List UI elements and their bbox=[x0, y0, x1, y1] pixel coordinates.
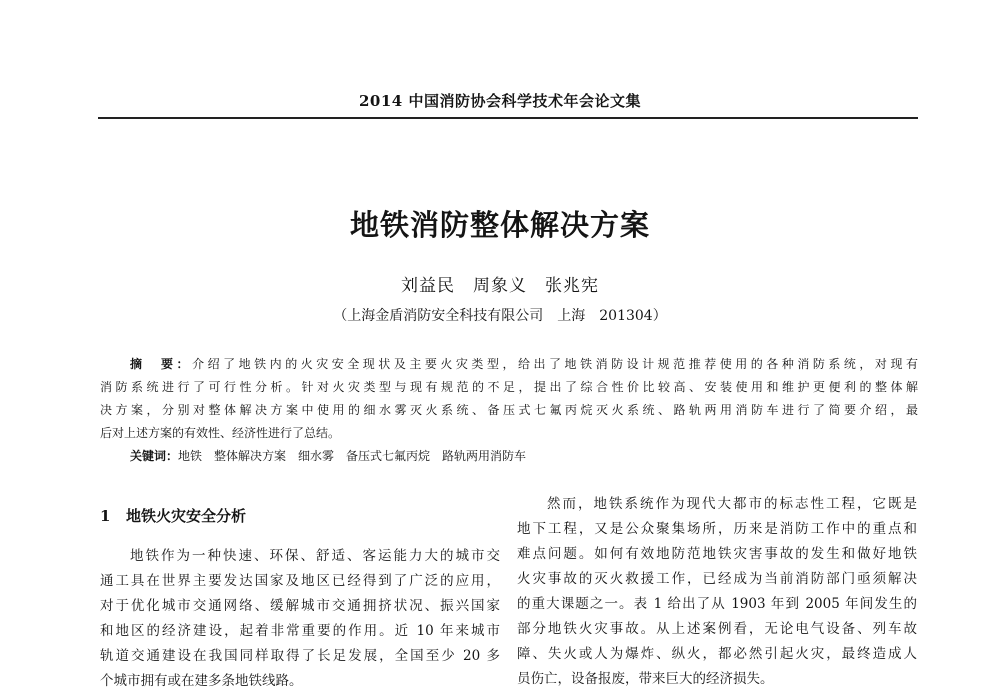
abstract-line: 决方案，分别对整体解决方案中使用的细水雾灭火系统、备压式七氟丙烷灭火系统、路轨两用消防车进行了简要介绍，最 bbox=[100, 403, 918, 417]
body-line: 火灾事故的灭火救援工作，已经成为当前消防部门亟须解决 bbox=[517, 571, 917, 587]
body-line: 障、失火或人为爆炸、纵火，都必然引起火灾，最终造成人 bbox=[517, 646, 917, 662]
abstract-line: 摘 要：介绍了地铁内的火灾安全现状及主要火灾类型，给出了地铁消防设计规范推荐使用的各种消防系统，对现有 bbox=[130, 357, 918, 371]
body-line: 对于优化城市交通网络、缓解城市交通拥挤状况、振兴国家 bbox=[100, 598, 500, 614]
left-column bbox=[100, 506, 500, 694]
abstract-line: 消防系统进行了可行性分析。针对火灾类型与现有规范的不足，提出了综合性价比较高、安装使用和维护更便利的整体解 bbox=[100, 380, 918, 394]
keywords bbox=[100, 445, 918, 468]
body-line: 地铁作为一种快速、环保、舒适、客运能力大的城市交 bbox=[130, 548, 500, 564]
running-header: 2014 中国消防协会科学技术年会论文集 bbox=[359, 92, 641, 110]
author-name: 张兆宪 bbox=[545, 276, 599, 296]
keywords-label: 关键词： bbox=[130, 449, 179, 463]
affiliation: （上海金盾消防安全科技有限公司 上海 201304） bbox=[333, 308, 667, 324]
body-line: 地下工程，又是公众聚集场所，历来是消防工作中的重点和 bbox=[517, 521, 917, 537]
body-line: 部分地铁火灾事故。从上述案例看，无论电气设备、列车故 bbox=[517, 621, 917, 637]
body-line: 然而，地铁系统作为现代大都市的标志性工程，它既是 bbox=[547, 496, 917, 512]
abstract bbox=[100, 353, 918, 468]
keywords-text: 地铁 整体解决方案 细水雾 备压式七氟丙烷 路轨两用消防车 bbox=[178, 449, 527, 463]
body-line: 通工具在世界主要发达国家及地区已经得到了广泛的应用， bbox=[100, 573, 500, 589]
section-number: 1 bbox=[100, 507, 111, 525]
body-line: 员伤亡，设备报废，带来巨大的经济损失。 bbox=[517, 671, 774, 687]
author-name: 刘益民 bbox=[401, 276, 455, 296]
header-rule bbox=[98, 117, 918, 119]
section-title: 地铁火灾安全分析 bbox=[126, 507, 247, 525]
paper-title: 地铁消防整体解决方案 bbox=[349, 208, 650, 242]
author-name: 周象义 bbox=[473, 276, 527, 296]
body-line: 和地区的经济建设，起着非常重要的作用。近 10 年来城市 bbox=[100, 623, 500, 639]
body-line: 个城市拥有或在建多条地铁线路。 bbox=[100, 673, 303, 689]
abstract-label: 摘 要： bbox=[130, 357, 193, 371]
body-line: 难点问题。如何有效地防范地铁灾害事故的发生和做好地铁 bbox=[517, 546, 917, 562]
right-column bbox=[517, 492, 917, 692]
section-heading bbox=[100, 506, 500, 534]
body-line: 轨道交通建设在我国同样取得了长足发展，全国至少 20 多 bbox=[100, 648, 500, 664]
body-line: 的重大课题之一。表 1 给出了从 1903 年到 2005 年间发生的 bbox=[517, 596, 917, 612]
author-list bbox=[0, 271, 1000, 296]
abstract-line: 后对上述方案的有效性、经济性进行了总结。 bbox=[100, 426, 341, 440]
